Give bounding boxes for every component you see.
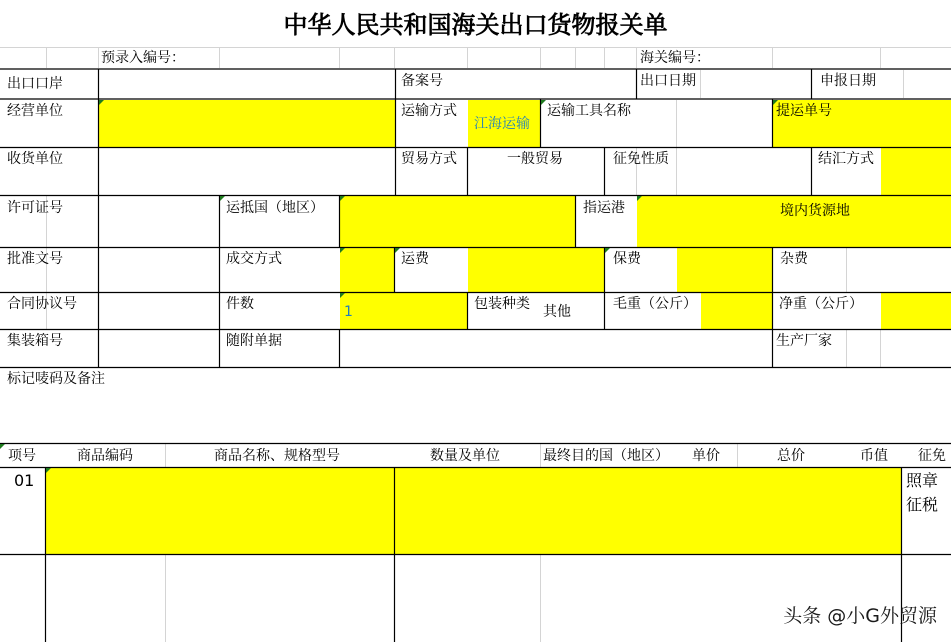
destination-port-label: 指运港 xyxy=(583,200,625,216)
insurance-label: 保费 xyxy=(613,251,641,267)
container-no-label: 集装箱号 xyxy=(7,333,63,349)
domestic-source-label: 境内货源地 xyxy=(780,203,850,219)
export-date-label: 出口日期 xyxy=(640,73,696,89)
marks-remarks-label: 标记唛码及备注 xyxy=(7,371,105,387)
goods-header-unit-price: 单价 xyxy=(692,448,720,464)
package-type-label: 包装种类 xyxy=(474,296,530,312)
vehicle-name-label: 运输工具名称 xyxy=(547,103,631,119)
manufacturer-label: 生产厂家 xyxy=(776,333,832,349)
trade-mode-value[interactable]: 一般贸易 xyxy=(507,151,563,167)
record-no-label: 备案号 xyxy=(401,73,443,89)
destination-country-label: 运抵国（地区） xyxy=(226,200,324,216)
goods-header-total-price: 总价 xyxy=(777,448,805,464)
goods-header-item-no: 项号 xyxy=(8,448,36,464)
transport-mode-label: 运输方式 xyxy=(401,103,457,119)
goods-header-name: 商品名称、规格型号 xyxy=(214,448,340,464)
license-no-label: 许可证号 xyxy=(7,200,63,216)
prerecord-label: 预录入编号： xyxy=(101,50,185,66)
attached-docs-label: 随附单据 xyxy=(226,333,282,349)
goods-header-currency: 币值 xyxy=(860,448,888,464)
bill-no-label: 提运单号 xyxy=(776,103,832,119)
trade-mode-label: 贸易方式 xyxy=(401,151,457,167)
operating-unit-label: 经营单位 xyxy=(7,103,63,119)
transport-mode-value[interactable]: 江海运输 xyxy=(474,116,530,132)
contract-no-label: 合同协议号 xyxy=(7,296,77,312)
goods-row-tax-line-2[interactable]: 征税 xyxy=(906,495,939,514)
deal-mode-label: 成交方式 xyxy=(226,251,282,267)
misc-fee-label: 杂费 xyxy=(780,251,808,267)
goods-header-tax-exemption: 征免 xyxy=(918,448,946,464)
approval-no-label: 批准文号 xyxy=(7,251,63,267)
export-port-label: 出口口岸 xyxy=(7,76,63,92)
freight-label: 运费 xyxy=(401,251,429,267)
gross-weight-label: 毛重（公斤） xyxy=(613,296,697,312)
net-weight-label: 净重（公斤） xyxy=(779,296,863,312)
goods-header-destination: 最终目的国（地区） xyxy=(543,448,669,464)
pieces-value[interactable]: 1 xyxy=(344,304,353,320)
goods-header-code: 商品编码 xyxy=(77,448,133,464)
consignee-unit-label: 收货单位 xyxy=(7,151,63,167)
tax-nature-label: 征免性质 xyxy=(613,151,669,167)
package-type-value[interactable]: 其他 xyxy=(543,304,571,320)
goods-header-quantity: 数量及单位 xyxy=(430,448,500,464)
customs-no-label: 海关编号： xyxy=(640,50,710,66)
goods-row-tax-line-1[interactable]: 照章 xyxy=(906,471,939,490)
form-title: 中华人民共和国海关出口货物报关单 xyxy=(283,11,668,39)
pieces-label: 件数 xyxy=(226,296,254,312)
declare-date-label: 申报日期 xyxy=(820,73,876,89)
highlighted-cells xyxy=(46,100,951,554)
settlement-mode-label: 结汇方式 xyxy=(818,151,874,167)
goods-row-item-no[interactable]: 01 xyxy=(14,471,35,490)
watermark-text: 头条 @小G外贸源 xyxy=(783,605,937,627)
